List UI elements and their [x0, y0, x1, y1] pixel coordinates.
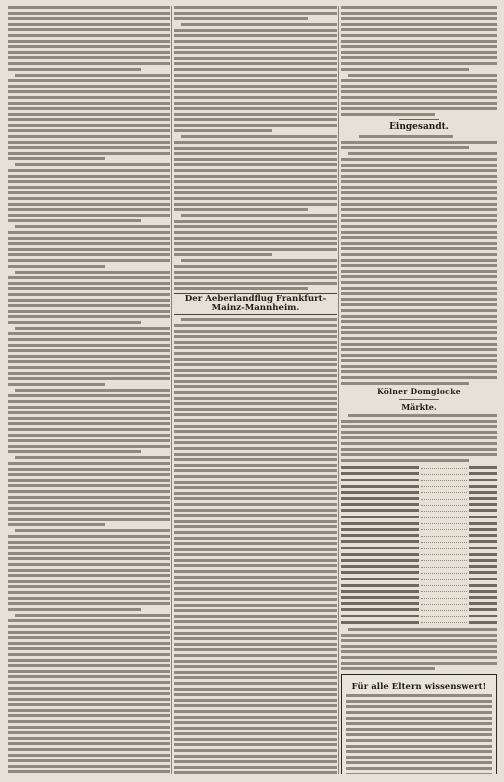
- section-heading-maerkte: Märkte.: [401, 401, 437, 412]
- column-middle: [174, 6, 337, 774]
- table-row: [341, 564, 497, 570]
- section-divider: [399, 399, 439, 400]
- column-rule: [338, 6, 339, 774]
- text-block: [341, 74, 497, 116]
- text-block: [8, 614, 170, 774]
- table-row: [341, 496, 497, 502]
- table-row: [341, 539, 497, 545]
- section-divider: [399, 119, 439, 120]
- table-row: [341, 514, 497, 520]
- table-row: [341, 502, 497, 508]
- table-row: [341, 570, 497, 576]
- table-row: [341, 465, 497, 471]
- text-block: [174, 259, 337, 290]
- advertisement-box: [341, 674, 497, 774]
- text-block: [8, 389, 170, 454]
- text-block: [341, 628, 497, 670]
- table-row: [341, 558, 497, 564]
- text-block: [341, 135, 497, 149]
- text-block: [8, 456, 170, 526]
- text-block: [8, 529, 170, 610]
- table-row: [341, 601, 497, 607]
- text-block: [8, 271, 170, 324]
- table-row: [341, 551, 497, 557]
- signature-koelner-domglocke: Kölner Domglocke: [377, 386, 461, 396]
- table-row: [341, 533, 497, 539]
- text-block: [8, 327, 170, 386]
- table-row: [341, 582, 497, 588]
- text-block: [174, 318, 337, 774]
- table-row: [341, 576, 497, 582]
- table-row: [341, 607, 497, 613]
- column-rule: [171, 6, 172, 774]
- market-price-table: [341, 465, 497, 625]
- text-block: [8, 163, 170, 222]
- section-heading-eingesandt: Eingesandt.: [389, 121, 449, 132]
- text-block: [8, 6, 170, 71]
- table-row: [341, 545, 497, 551]
- advertisement-headline: Für alle Eltern wissenswert!: [351, 681, 487, 692]
- article-headline: Der Aeberlandflug Frankfurt-Mainz-Mannheim.: [174, 293, 337, 315]
- table-row: [341, 619, 497, 625]
- table-row: [341, 520, 497, 526]
- text-block: [341, 414, 497, 462]
- table-row: [341, 490, 497, 496]
- text-block: [174, 23, 337, 132]
- table-row: [341, 589, 497, 595]
- column-right: [341, 6, 497, 774]
- text-block: [8, 74, 170, 161]
- table-row: [341, 613, 497, 619]
- table-row: [341, 477, 497, 483]
- text-block: [174, 135, 337, 211]
- table-row: [341, 527, 497, 533]
- table-row: [341, 508, 497, 514]
- text-block: [341, 152, 497, 384]
- text-block: [174, 6, 337, 20]
- text-block: [8, 225, 170, 267]
- table-row: [341, 595, 497, 601]
- table-row: [341, 483, 497, 489]
- table-row: [341, 471, 497, 477]
- text-block: [341, 6, 497, 71]
- text-block: [174, 214, 337, 256]
- column-left: [8, 6, 170, 774]
